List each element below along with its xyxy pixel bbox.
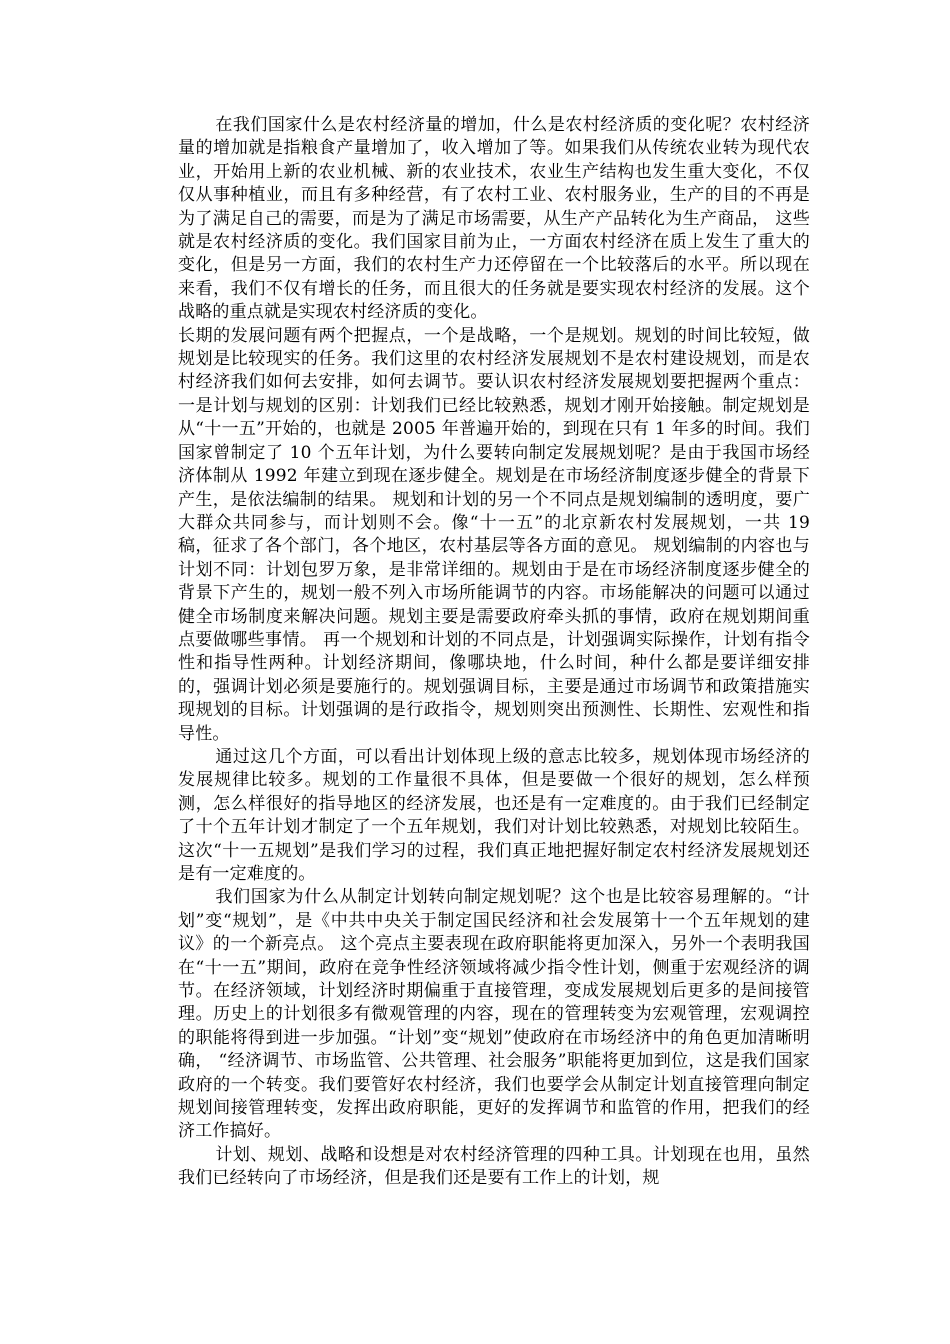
paragraph-2: 长期的发展问题有两个把握点，一个是战略，一个是规划。规划的时间比较短，做规划是比较现实的任务。我们这里的农村经济发展规划不是农村建设规划，而是农村经济我们如何去安排，如何去调节。要认识农村经济发展规划要把握两个重点：一是计划与规划的区别：计划我们已经比较熟悉，规划才刚开始接触。制定规划是从“十一五”开始的，也就是 2005 年普遍开始的，到现在只有 1 年多的时间。我们国家曾制定了 10 个五年计划，为什么要转向制定发展规划呢？是由于我国市场经济体制从 1992 年建立到现在逐步健全。规划是在市场经济制度逐步健全的背景下产生，是依法编制的结果。 规划和计划的另一个不同点是规划编制的透明度，要广大群众共同参与，而计划则不会。像“十一五”的北京新农村发展规划，一共 19 稿，征求了各个部门，各个地区，农村基层等各方面的意见。 规划编制的内容也与计划不同：计划包罗万象，是非常详细的。规划由于是在市场经济制度逐步健全的背景下产生的，规划一般不列入市场所能调节的内容。市场能解决的问题可以通过健全市场制度来解决问题。规划主要是需要政府牵头抓的事情，政府在规划期间重点要做哪些事情。 再一个规划和计划的不同点是，计划强调实际操作，计划有指令性和指导性两种。计划经济期间，像哪块地，什么时间，种什么都是要详细安排的，强调计划必须是要施行的。规划强调目标，主要是通过市场调节和政策措施实现规划的目标。计划强调的是行政指令，规划则突出预测性、长期性、宏观性和指导性。 [178, 325, 810, 744]
document-page [178, 114, 810, 1191]
paragraph-4: 我们国家为什么从制定计划转向制定规划呢？这个也是比较容易理解的。“计划”变“规划”，是《中共中央关于制定国民经济和社会发展第十一个五年规划的建议》的一个新亮点。 这个亮点主要表现在政府职能将更加深入，另外一个表明我国在“十一五”期间，政府在竞争性经济领域将减少指令性计划，侧重于宏观经济的调节。在经济领域，计划经济时期偏重于直接管理，变成发展规划后更多的是间接管理。历史上的计划很多有微观管理的内容，现在的管理转变为宏观管理，宏观调控的职能将得到进一步加强。“计划”变“规划”使政府在市场经济中的角色更加清晰明确， “经济调节、市场监管、公共管理、社会服务”职能将更加到位，这是我们国家政府的一个转变。我们要管好农村经济，我们也要学会从制定计划直接管理向制定规划间接管理转变，发挥出政府职能，更好的发挥调节和监管的作用，把我们的经济工作搞好。 [178, 887, 810, 1142]
paragraph-3: 通过这几个方面，可以看出计划体现上级的意志比较多，规划体现市场经济的发展规律比较多。规划的工作量很不具体，但是要做一个很好的规划，怎么样预测，怎么样很好的指导地区的经济发展，也还是有一定难度的。由于我们已经制定了十个五年计划才制定了一个五年规划，我们对计划比较熟悉，对规划比较陌生。这次“十一五规划”是我们学习的过程，我们真正地把握好制定农村经济发展规划还是有一定难度的。 [178, 746, 810, 884]
paragraph-1: 在我们国家什么是农村经济量的增加，什么是农村经济质的变化呢？农村经济量的增加就是指粮食产量增加了，收入增加了等。如果我们从传统农业转为现代农业，开始用上新的农业机械、新的农业技术，农业生产结构也发生重大变化，不仅仅从事种植业，而且有多种经营，有了农村工业、农村服务业，生产的目的不再是为了满足自己的需要，而是为了满足市场需要，从生产产品转化为生产商品， 这些就是农村经济质的变化。我们国家目前为止，一方面农村经济在质上发生了重大的变化，但是另一方面，我们的农村生产力还停留在一个比较落后的水平。所以现在来看，我们不仅有增长的任务，而且很大的任务就是要实现农村经济的发展。这个战略的重点就是实现农村经济质的变化。 [178, 115, 810, 323]
paragraph-5: 计划、规划、战略和设想是对农村经济管理的四种工具。计划现在也用，虽然我们已经转向了市场经济，但是我们还是要有工作上的计划，规 [178, 1144, 810, 1189]
